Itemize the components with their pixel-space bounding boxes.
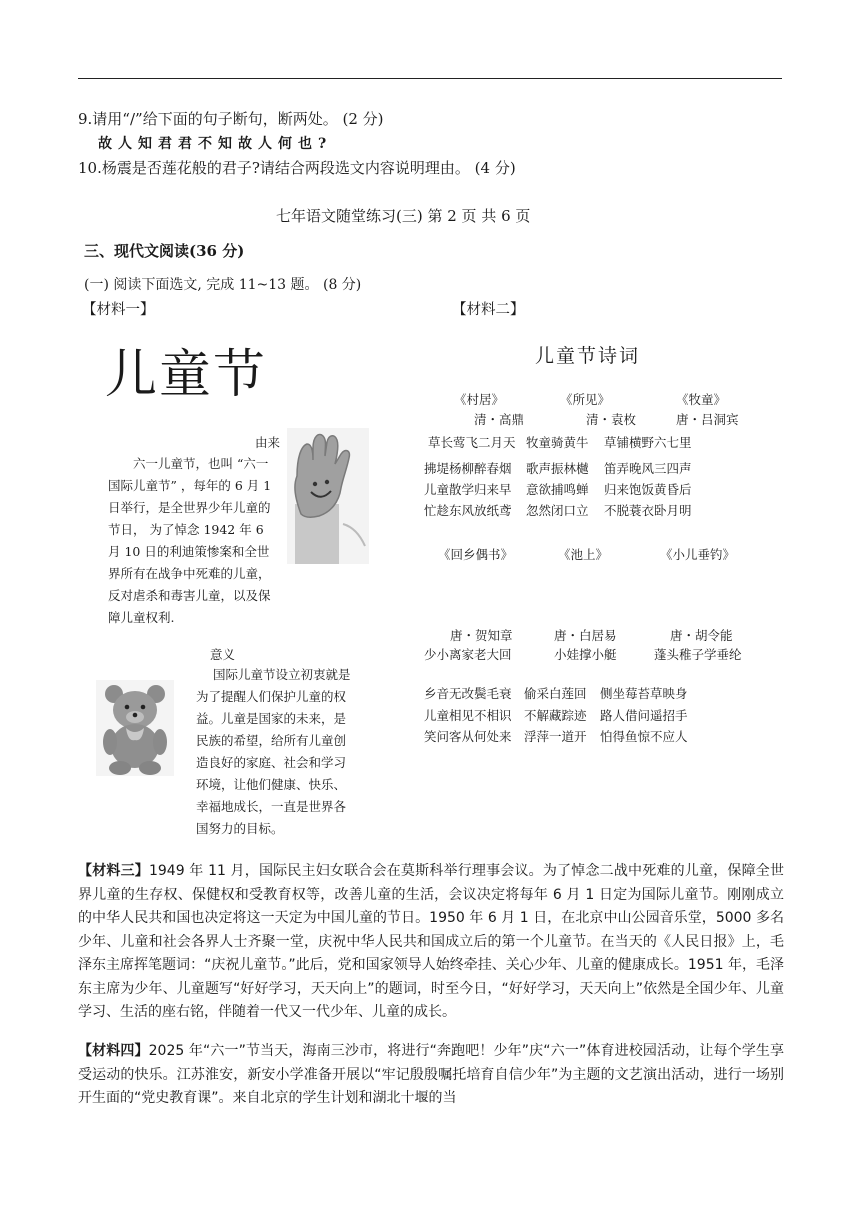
poem-line: 牧童骑黄牛 <box>526 435 589 450</box>
poem-author: 唐・白居易 <box>554 628 617 643</box>
material-1-label: 【材料一】 <box>82 302 155 318</box>
material-2-title: 儿童节诗词 <box>535 345 641 367</box>
poem-line: 乡音无改鬓毛衰 <box>424 686 512 701</box>
section-title: 三、现代文阅读(36 分) <box>84 242 245 260</box>
poem-title: 《牧童》 <box>676 392 727 407</box>
poem-line: 儿童散学归来早 <box>424 482 512 497</box>
material-3-label: 【材料三】 <box>78 863 149 879</box>
poem-line: 路人借问遥招手 <box>600 708 688 723</box>
question-9-sentence: 故人知君君不知故人何也? <box>98 136 333 152</box>
question-10: 10.杨震是否莲花般的君子?请结合两段选文内容说明理由。 (4 分) <box>78 159 516 177</box>
question-9: 9.请用“/”给下面的句子断句，断两处。 (2 分) <box>78 110 384 128</box>
poem-title: 《回乡偶书》 <box>438 547 514 562</box>
poem-title: 《池上》 <box>558 547 609 562</box>
meaning-text: 国际儿童节设立初衷就是为了提醒人们保护儿童的权益。儿童是国家的未来，是民族的希望，给所有儿童创造良好的家庭、社会和学习环境，让他们健康、快乐、 幸福地成长，一直是世界各国努力的目标。 <box>196 667 351 836</box>
poem-line: 不脱蓑衣卧月明 <box>604 503 692 518</box>
material-2-label: 【材料二】 <box>452 302 525 318</box>
poem-line: 歌声振林樾 <box>526 461 589 476</box>
poem-title: 《小儿垂钓》 <box>660 547 736 562</box>
poem-line: 草铺横野六七里 <box>604 435 692 450</box>
material-4-label: 【材料四】 <box>78 1043 149 1059</box>
material-4-paragraph <box>78 1040 784 1111</box>
meaning-heading: 意义 <box>210 647 236 662</box>
poem-line: 不解藏踪迹 <box>524 708 587 723</box>
poem-line: 蓬头稚子学垂纶 <box>654 647 742 662</box>
poem-title: 《所见》 <box>560 392 611 407</box>
meaning-paragraph <box>196 664 354 840</box>
poem-line: 草长莺飞二月天 <box>428 435 516 450</box>
material-4-text: 2025 年“六一”节当天，海南三沙市，将进行“奔跑吧！少年”庆“六一”体育进校园活动，让每个学生享受运动的快乐。江苏淮安，新安小学准备开展以“牢记殷殷嘱托培育自信少年”为主题的文艺演出活动，进行一场别开生面的“党史教育课”。来自北京的学生计划和湖北十堰的当 <box>78 1043 784 1106</box>
poem-title: 《村居》 <box>454 392 505 407</box>
poem-line: 意欲捕鸣蝉 <box>526 482 589 497</box>
material-1-title: 儿童节 <box>105 345 268 405</box>
poem-line: 拂堤杨柳醉春烟 <box>424 461 512 476</box>
poem-author: 唐・贺知章 <box>450 628 513 643</box>
poem-line: 忙趁东风放纸鸢 <box>424 503 512 518</box>
poem-author: 清・袁枚 <box>586 412 637 427</box>
poem-line: 怕得鱼惊不应人 <box>600 729 688 744</box>
material-3-paragraph <box>78 860 784 1025</box>
poem-line: 侧坐莓苔草映身 <box>600 686 688 701</box>
poem-line: 归来饱饭黄昏后 <box>604 482 692 497</box>
origin-heading: 由来 <box>255 435 281 450</box>
poem-line: 偷采白莲回 <box>524 686 587 701</box>
page-footer: 七年语文随堂练习(三) 第 2 页 共 6 页 <box>276 207 531 225</box>
poem-line: 笛弄晚风三四声 <box>604 461 692 476</box>
teddy-bear-illustration-icon <box>96 680 174 776</box>
section-instruction: (一) 阅读下面选文, 完成 11~13 题。 (8 分) <box>84 277 362 293</box>
poem-line: 浮萍一道开 <box>524 729 587 744</box>
poem-line: 小娃撑小艇 <box>554 647 617 662</box>
origin-paragraph <box>108 453 280 629</box>
poem-author: 唐・胡令能 <box>670 628 733 643</box>
poem-line: 少小离家老大回 <box>424 647 512 662</box>
top-rule <box>78 78 782 79</box>
poem-author: 唐・吕洞宾 <box>676 412 739 427</box>
origin-text: 六一儿童节，也叫 “六一国际儿童节” ，每年的 6 月 1 日举行，是全世界少年儿童的节日， 为了悼念 1942 年 6 月 10 日的利迪策惨案和全世界所有在战争中死难的儿童，反对虐杀和毒害儿童，以及保障儿童权利. <box>108 456 272 625</box>
hand-illustration-icon <box>287 428 369 564</box>
poem-line: 笑问客从何处来 <box>424 729 512 744</box>
poem-line: 儿童相见不相识 <box>424 708 512 723</box>
material-3-text: 1949 年 11 月，国际民主妇女联合会在莫斯科举行理事会议。为了悼念二战中死难的儿童，保障全世界儿童的生存权、保健权和受教育权等，改善儿童的生活，会议决定将每年 6 月 1 日定为国际儿童节。刚刚成立的中华人民共和国也决定将这一天定为中国儿童的节日。1950 年 6 月 1 日，在北京中山公园音乐堂，5000 多名少年、儿童和社会各界人士齐聚一堂，庆祝中华人民共和国成立后的第一个儿童节。在当天的《人民日报》上，毛泽东主席挥笔题词：“庆祝儿童节。”此后，党和国家领导人始终牵挂、关心少年、儿童的健康成长。1951 年，毛泽东主席为少年、儿童题写“好好学习，天天向上”的题词，时至今日，“好好学习，天天向上”依然是全国少年、儿童学习、生活的座右铭，伴随着一代又一代少年、儿童的成长。 <box>78 863 784 1020</box>
poem-author: 清・高鼎 <box>474 412 525 427</box>
poem-line: 忽然闭口立 <box>526 503 589 518</box>
